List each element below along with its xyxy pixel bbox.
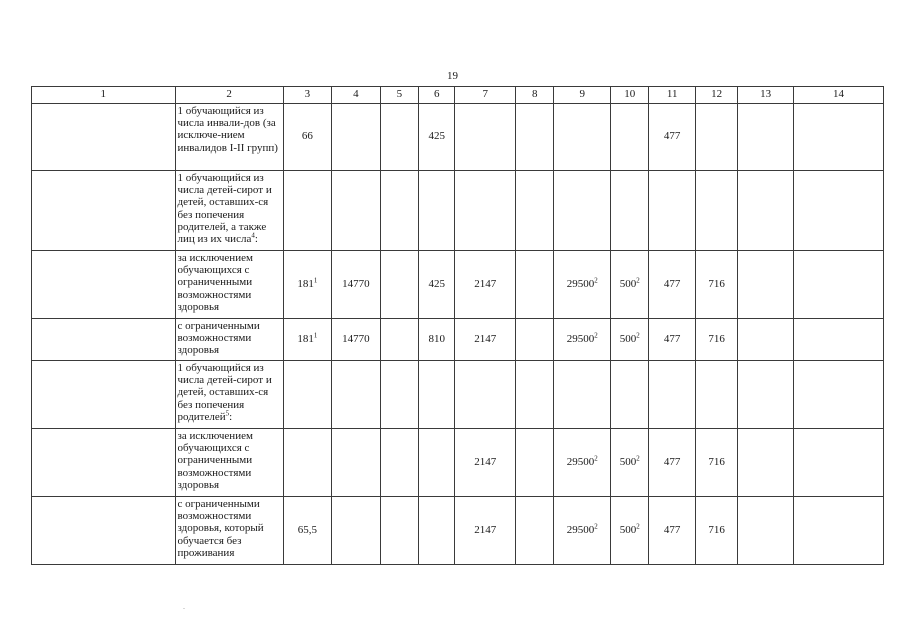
table-cell (332, 251, 381, 319)
footnote-ref: 4 (251, 231, 255, 240)
row-label-text: 1 обучающийся из числа детей-сирот и детей, оставших-ся без попечения родителей (177, 362, 272, 423)
table-cell (695, 104, 737, 171)
cell-value: 477 (663, 277, 681, 290)
table-cell (793, 251, 883, 319)
table-cell (554, 429, 611, 497)
table-cell (738, 497, 794, 565)
table-cell (649, 497, 695, 565)
table-cell (649, 251, 695, 319)
row-label (175, 104, 283, 171)
cell-value: 66 (301, 130, 313, 143)
cell-value: 14770 (342, 277, 370, 290)
table-cell (32, 104, 176, 171)
cell-value: 500 (619, 523, 637, 536)
row-label-text: с ограниченными возможностями здоровья (177, 320, 260, 357)
row-label (175, 319, 283, 361)
tariff-table (31, 86, 884, 565)
table-cell (611, 497, 649, 565)
table-cell (332, 319, 381, 361)
cell-value: 14770 (342, 332, 370, 345)
row-label: 1 обучающийся из числа детей-сирот и детей, оставших-ся без попечения родителей, а также лиц из их числа$^4$: (175, 171, 283, 251)
footnote-ref: 2 (636, 276, 640, 285)
header-row (32, 87, 884, 104)
footnote-ref: 1 (313, 331, 318, 340)
cell-value: 29500 (566, 523, 595, 536)
table-cell (738, 319, 794, 361)
table-cell (419, 319, 455, 361)
table-cell (332, 104, 381, 171)
cell-value: 2147 (474, 455, 497, 468)
column-header: 10 (611, 87, 649, 104)
table-cell (611, 361, 649, 429)
cell-value: 425 (428, 130, 445, 143)
column-header: 13 (738, 87, 794, 104)
table-cell (32, 171, 176, 251)
footnote-ref: 2 (594, 331, 598, 340)
cell-value: 477 (663, 332, 681, 345)
table-cell (283, 319, 332, 361)
table-cell (695, 319, 737, 361)
table-cell (380, 251, 418, 319)
table-cell (32, 361, 176, 429)
table-cell (516, 171, 554, 251)
cell-value: 181 (297, 277, 314, 290)
table-cell (516, 319, 554, 361)
cell-value: 181 (297, 332, 314, 345)
table-cell (380, 104, 418, 171)
table-cell (380, 319, 418, 361)
table-cell (738, 361, 794, 429)
footnote-ref: 2 (636, 331, 640, 340)
table-cell (380, 361, 418, 429)
row-label: 1 обучающийся из числа детей-сирот и детей, оставших-ся без попечения родителей$^5$: (175, 361, 283, 429)
table-cell (695, 497, 737, 565)
column-header: 2 (175, 87, 283, 104)
table-cell (455, 251, 516, 319)
row-label (175, 497, 283, 565)
table-cell (649, 429, 695, 497)
table-cell (695, 171, 737, 251)
table-cell (793, 361, 883, 429)
cell-value: 2147 (474, 277, 497, 290)
table-cell (283, 497, 332, 565)
cell-value: 29500 (566, 455, 595, 468)
row-label-text: за исключением обучающихся с ограниченными возможностями здоровья (177, 252, 253, 313)
table-cell (32, 251, 176, 319)
table-cell (283, 104, 332, 171)
table-cell (695, 251, 737, 319)
row-label-text: 1 обучающийся из числа детей-сирот и детей, оставших-ся без попечения родителей, а также лиц из их числа (177, 172, 272, 246)
footnote-ref: 5 (225, 409, 230, 418)
footnote-ref: 2 (636, 454, 640, 463)
table-row (32, 497, 884, 565)
table-cell (611, 104, 649, 171)
table-cell (554, 251, 611, 319)
table-cell (738, 171, 794, 251)
cell-value: 2147 (474, 523, 497, 536)
table-cell (649, 319, 695, 361)
table-cell (611, 319, 649, 361)
table-cell (516, 251, 554, 319)
column-header: 11 (649, 87, 695, 104)
table-row (32, 319, 884, 361)
table-row (32, 251, 884, 319)
footnote-ref: 2 (594, 522, 598, 531)
table-cell (419, 429, 455, 497)
table-cell (283, 251, 332, 319)
footnote-ref: 2 (594, 454, 598, 463)
column-header: 9 (554, 87, 611, 104)
table-cell (695, 429, 737, 497)
table-cell (793, 171, 883, 251)
table-cell (516, 104, 554, 171)
table-cell (738, 429, 794, 497)
table-cell (516, 429, 554, 497)
row-label-text: за исключением обучающихся с ограниченными возможностями здоровья (177, 430, 253, 491)
cell-value: 716 (708, 332, 725, 345)
cell-value: 477 (663, 523, 681, 536)
column-header: 3 (283, 87, 332, 104)
column-header: 7 (455, 87, 516, 104)
cell-value: 716 (708, 523, 725, 536)
cell-value: 500 (619, 455, 637, 468)
table-cell (283, 429, 332, 497)
footnote-ref: 2 (636, 522, 640, 531)
table-cell (793, 319, 883, 361)
table-cell (738, 104, 794, 171)
column-header: 8 (516, 87, 554, 104)
table-cell (455, 319, 516, 361)
cell-value: 810 (428, 332, 445, 345)
cell-value: 477 (663, 130, 681, 143)
table-cell (793, 429, 883, 497)
table-cell (32, 429, 176, 497)
table-cell (649, 104, 695, 171)
table-row (32, 361, 884, 429)
table-cell (554, 104, 611, 171)
footnote-ref: 1 (313, 276, 318, 285)
table-cell (611, 251, 649, 319)
table-cell (332, 497, 381, 565)
cell-value: 500 (619, 332, 637, 345)
table-cell (793, 497, 883, 565)
table-cell (332, 429, 381, 497)
cell-value: 500 (619, 277, 637, 290)
cell-value: 29500 (566, 332, 595, 345)
table-cell (32, 319, 176, 361)
table-cell (516, 361, 554, 429)
table-cell (455, 171, 516, 251)
table-cell (380, 497, 418, 565)
table-cell (380, 429, 418, 497)
cell-value: 477 (663, 455, 681, 468)
table-cell (649, 171, 695, 251)
table-cell (611, 171, 649, 251)
page-number: 19 (447, 70, 458, 82)
table-row (32, 429, 884, 497)
table-cell (738, 251, 794, 319)
table-cell (455, 429, 516, 497)
table-cell (649, 361, 695, 429)
table-row (32, 171, 884, 251)
table-cell (380, 171, 418, 251)
table-cell (793, 104, 883, 171)
table-cell (283, 171, 332, 251)
row-label (175, 251, 283, 319)
table-cell (419, 361, 455, 429)
column-header: 4 (332, 87, 381, 104)
table-cell (332, 361, 381, 429)
table-cell (695, 361, 737, 429)
table-cell (455, 104, 516, 171)
column-header: 1 (32, 87, 176, 104)
table-cell (283, 361, 332, 429)
cell-value: 716 (708, 277, 725, 290)
cell-value: 716 (708, 455, 725, 468)
table-cell (455, 361, 516, 429)
table-cell (419, 104, 455, 171)
cell-value: 425 (428, 277, 445, 290)
table-cell (516, 497, 554, 565)
table-row (32, 104, 884, 171)
column-header: 14 (793, 87, 883, 104)
table-cell (554, 171, 611, 251)
table-cell (419, 251, 455, 319)
table-cell (554, 319, 611, 361)
row-label-text: с ограниченными возможностями здоровья, который обучается без проживания (177, 498, 264, 559)
footnote-ref: 2 (594, 276, 598, 285)
table-cell (419, 171, 455, 251)
table-cell (611, 429, 649, 497)
table-cell (554, 361, 611, 429)
scan-mark: . (183, 602, 185, 611)
table-cell (554, 497, 611, 565)
column-header: 6 (419, 87, 455, 104)
row-label-text: 1 обучающийся из числа инвали-дов (за исключе-нием инвалидов I-II групп) (177, 105, 278, 154)
table-cell (32, 497, 176, 565)
table-cell (455, 497, 516, 565)
column-header: 5 (380, 87, 418, 104)
table-cell (419, 497, 455, 565)
row-label (175, 429, 283, 497)
table-cell (332, 171, 381, 251)
cell-value: 2147 (474, 332, 497, 345)
column-header: 12 (695, 87, 737, 104)
cell-value: 29500 (566, 277, 595, 290)
cell-value: 65,5 (297, 523, 318, 536)
